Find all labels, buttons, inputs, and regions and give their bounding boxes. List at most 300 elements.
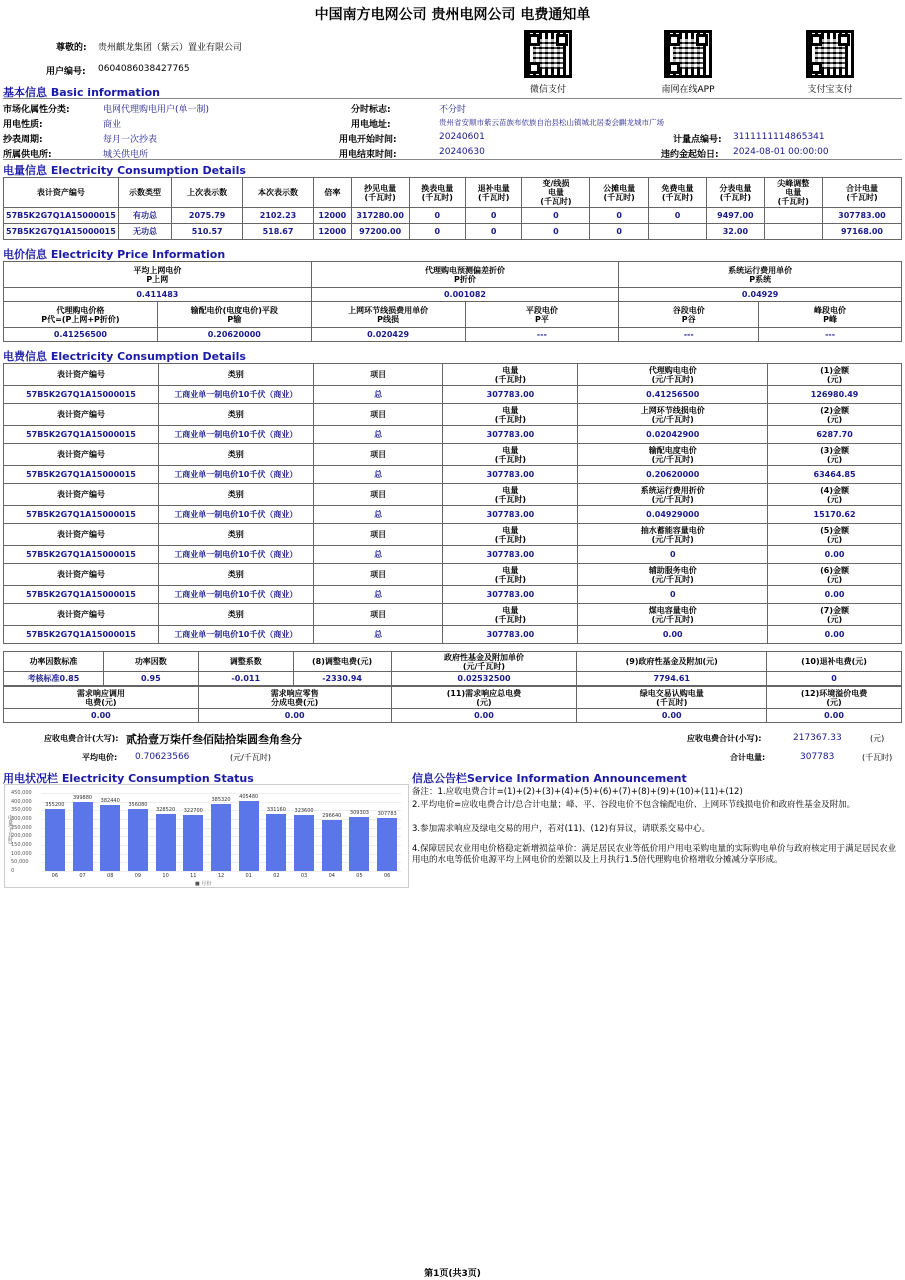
chart-gridline [41, 871, 401, 872]
basic-label: 违约金起始日: [661, 150, 719, 160]
customer-id-label: 用户编号: [46, 67, 86, 77]
basic-label: 计量点编号: [673, 135, 722, 145]
basic-label: 所属供电所: [3, 150, 52, 160]
table-header: 表计资产编号 [4, 564, 159, 586]
chart-ytick: 300,000 [11, 816, 32, 822]
table-cell [764, 208, 822, 224]
table-header-row [4, 484, 902, 506]
basic-value: 不分时 [439, 105, 467, 115]
table-cell: 518.67 [243, 224, 314, 240]
table-header: 项目 [313, 444, 443, 466]
basic-label: 用电开始时间: [339, 135, 397, 145]
table-header: 上网环节线损电价 (元/千瓦时) [578, 404, 768, 426]
table-header: 电量 (千瓦时) [443, 364, 578, 386]
table-cell: 0 [465, 208, 521, 224]
table-cell: 126980.49 [768, 386, 902, 404]
table-header-row [4, 652, 902, 672]
chart-bar [239, 801, 259, 871]
table-header: 类别 [158, 444, 313, 466]
table-header: 表计资产编号 [4, 404, 159, 426]
table-cell: 0.00 [768, 586, 902, 604]
price-table [3, 261, 902, 342]
table-cell: 0 [578, 586, 768, 604]
table-header: 免费电量 (千瓦时) [648, 178, 706, 208]
basic-value: 贵州省安顺市紫云苗族布依族自治县松山镇城北居委会麒龙城市广场 [439, 118, 664, 127]
table-header: (2)金额 (元) [768, 404, 902, 426]
table-header: 类别 [158, 364, 313, 386]
page-footer: 第1页(共3页) [424, 1269, 481, 1279]
basic-label: 用电性质: [3, 120, 43, 130]
table-cell: 307783.00 [443, 586, 578, 604]
notice-item: 3.参加需求响应及绿电交易的用户，若对(11)、(12)有异议，请联系交易中心。 [412, 824, 711, 834]
table-cell: 0.04929 [619, 288, 902, 302]
table-cell: 32.00 [707, 224, 764, 240]
chart-value-label: 307783 [377, 810, 397, 817]
table-cell: 0.00 [767, 709, 902, 723]
total-qty-value: 307783 [800, 752, 835, 762]
fees-section-title: 电费信息 Electricity Consumption Details [3, 350, 246, 363]
notice-item: 2.平均电价=应收电费合计/总合计电量；峰、平、谷段电价不包含输配电价、上网环节线损电价和政府性基金及附加。 [412, 800, 856, 810]
basic-label: 市场化属性分类: [3, 105, 70, 115]
table-cell: 0.02532500 [391, 672, 577, 686]
table-cell: -2330.94 [293, 672, 391, 686]
table-cell: 12000 [313, 208, 351, 224]
consumption-table [3, 177, 902, 240]
table-header: 项目 [313, 404, 443, 426]
chart-value-label: 322700 [183, 808, 203, 815]
adjustment-table [3, 651, 902, 686]
table-row [4, 586, 902, 604]
chart-bar [294, 815, 314, 871]
table-header: 项目 [313, 524, 443, 546]
table-header: 项目 [313, 564, 443, 586]
table-header: 功率因数标准 [4, 652, 104, 672]
price-section-title: 电价信息 Electricity Price Information [3, 248, 226, 261]
table-header: (5)金额 (元) [768, 524, 902, 546]
table-header: 表计资产编号 [4, 524, 159, 546]
chart-category-label: 06 [383, 873, 391, 879]
basic-value: 每月一次抄表 [103, 135, 158, 145]
table-header: 上次表示数 [172, 178, 243, 208]
table-cell: 工商业单一制电价10千伏（商业） [158, 546, 313, 564]
table-row [4, 208, 902, 224]
table-header: 示数类型 [118, 178, 171, 208]
table-cell: 工商业单一制电价10千伏（商业） [158, 426, 313, 444]
table-cell: 307783.00 [443, 426, 578, 444]
chart-bar [183, 815, 203, 871]
table-header: 系统运行费用折价 (元/千瓦时) [578, 484, 768, 506]
table-header: 表计资产编号 [4, 604, 159, 626]
table-cell: 57B5K2G7Q1A15000015 [4, 506, 159, 524]
consumption-section-title: 电量信息 Electricity Consumption Details [3, 164, 246, 177]
chart-bar [100, 805, 120, 871]
table-header: (4)金额 (元) [768, 484, 902, 506]
table-row [4, 466, 902, 484]
table-header: 分表电量 (千瓦时) [707, 178, 764, 208]
table-cell: 0.04929000 [578, 506, 768, 524]
table-cell: 57B5K2G7Q1A15000015 [4, 586, 159, 604]
chart-value-label: 405480 [239, 793, 259, 800]
table-cell: 0.41256500 [578, 386, 768, 404]
table-cell: 0.00 [768, 626, 902, 644]
table-cell: 0.20620000 [578, 466, 768, 484]
table-cell: 0.00 [578, 626, 768, 644]
table-cell: 307783.00 [443, 626, 578, 644]
table-header: 类别 [158, 404, 313, 426]
table-header: (6)金额 (元) [768, 564, 902, 586]
table-header-row [4, 178, 902, 208]
chart-value-label: 309303 [349, 810, 369, 817]
status-section-title: 用电状况栏 Electricity Consumption Status [3, 772, 254, 785]
basic-label: 用电结束时间: [339, 150, 397, 160]
table-header: 变/线损 电量 (千瓦时) [522, 178, 590, 208]
table-cell: 9497.00 [707, 208, 764, 224]
table-header: (7)金额 (元) [768, 604, 902, 626]
basic-section-title: 基本信息 Basic information [3, 86, 160, 99]
table-header: (9)政府性基金及附加(元) [577, 652, 767, 672]
table-cell: 307783.00 [443, 506, 578, 524]
table-cell: 15170.62 [768, 506, 902, 524]
table-cell: 57B5K2G7Q1A15000015 [4, 224, 119, 240]
table-cell: 工商业单一制电价10千伏（商业） [158, 586, 313, 604]
table-cell: --- [759, 328, 902, 342]
chart-category-label: 11 [190, 873, 197, 879]
table-cell: 307783.00 [443, 546, 578, 564]
table-header: (3)金额 (元) [768, 444, 902, 466]
table-header: (12)环境溢价电费 (元) [767, 687, 902, 709]
customer-name: 贵州麒龙集团（紫云）置业有限公司 [98, 43, 243, 53]
table-row [4, 506, 902, 524]
table-header: 调整系数 [198, 652, 293, 672]
table-row [4, 288, 902, 302]
table-header: 电量 (千瓦时) [443, 404, 578, 426]
table-cell: 57B5K2G7Q1A15000015 [4, 386, 159, 404]
table-header: 公摊电量 (千瓦时) [590, 178, 648, 208]
chart-category-label: 10 [162, 873, 169, 879]
table-row [4, 224, 902, 240]
chart-value-label: 355200 [45, 802, 65, 809]
table-cell: -0.011 [198, 672, 293, 686]
customer-id: 0604086038427765 [98, 64, 190, 74]
chart-bar [211, 804, 231, 871]
chart-category-label: 04 [328, 873, 335, 879]
basic-value: 城关供电所 [103, 150, 149, 160]
chart-category-label: 02 [273, 873, 280, 879]
table-cell: 307783.00 [443, 386, 578, 404]
table-cell: 0.411483 [4, 288, 312, 302]
table-header: 项目 [313, 484, 443, 506]
table-cell [764, 224, 822, 240]
table-row [4, 626, 902, 644]
table-header: 表计资产编号 [4, 444, 159, 466]
qr-wechat[interactable] [524, 30, 572, 78]
table-cell: 6287.70 [768, 426, 902, 444]
table-cell: 无功总 [118, 224, 171, 240]
chart-category-label: 06 [51, 873, 59, 879]
table-header: 合计电量 (千瓦时) [822, 178, 901, 208]
table-header-row [4, 302, 902, 328]
table-header: 谷段电价 P谷 [619, 302, 759, 328]
table-cell: 总 [313, 586, 443, 604]
table-row [4, 709, 902, 723]
qr-alipay-label: 支付宝支付 [807, 85, 853, 95]
chart-bar [156, 814, 176, 871]
table-header-row [4, 262, 902, 288]
table-header: 平均上网电价 P上网 [4, 262, 312, 288]
chart-category-label: 08 [107, 873, 114, 879]
chart-bar [266, 814, 286, 871]
table-cell: 12000 [313, 224, 351, 240]
total-qty-unit: (千瓦时) [862, 753, 893, 762]
table-cell: 工商业单一制电价10千伏（商业） [158, 506, 313, 524]
table-cell: 307783.00 [822, 208, 901, 224]
basic-value: 3111111114865341 [733, 132, 825, 142]
table-header: 输配电度电价 (元/千瓦时) [578, 444, 768, 466]
chart-bar [377, 818, 397, 871]
chart-value-label: 399880 [72, 794, 93, 801]
chart-ytick: 200,000 [11, 833, 32, 840]
qr-wechat-label: 微信支付 [529, 85, 566, 95]
chart-ytick: 400,000 [11, 798, 32, 805]
table-cell: 总 [313, 466, 443, 484]
basic-label: 用电地址: [351, 120, 391, 130]
table-cell: 317280.00 [351, 208, 409, 224]
table-header: (1)金额 (元) [768, 364, 902, 386]
table-header: 系统运行费用单价 P系统 [619, 262, 902, 288]
chart-ytick: 450,000 [11, 790, 32, 796]
table-cell: 工商业单一制电价10千伏（商业） [158, 386, 313, 404]
table-header: 类别 [158, 604, 313, 626]
avg-price-value: 0.70623566 [135, 752, 190, 762]
table-cell: 0 [578, 546, 768, 564]
table-cell: 工商业单一制电价10千伏（商业） [158, 626, 313, 644]
table-header: 需求响应调用 电费(元) [4, 687, 199, 709]
chart-category-label: 01 [245, 873, 252, 879]
chart-value-label: 382440 [100, 797, 120, 804]
table-cell: 0.95 [103, 672, 198, 686]
table-cell: 有功总 [118, 208, 171, 224]
table-cell: 2075.79 [172, 208, 243, 224]
table-cell: 总 [313, 386, 443, 404]
table-cell: 0.00 [198, 709, 391, 723]
table-row [4, 386, 902, 404]
table-cell: 0 [590, 208, 648, 224]
chart-value-label: 296640 [322, 812, 342, 819]
table-cell: 0 [409, 224, 465, 240]
table-cell [648, 224, 706, 240]
chart-bar [45, 809, 65, 871]
total-upper-label: 应收电费合计(大写): [44, 734, 119, 743]
table-header: 本次表示数 [243, 178, 314, 208]
chart-ytick: 50,000 [11, 859, 29, 866]
chart-ytick: 250,000 [11, 824, 32, 831]
table-cell: 57B5K2G7Q1A15000015 [4, 466, 159, 484]
table-row [4, 328, 902, 342]
table-header: 需求响应零售 分成电费(元) [198, 687, 391, 709]
table-cell: 0.20620000 [157, 328, 311, 342]
table-header: 表计资产编号 [4, 364, 159, 386]
table-cell: 0 [648, 208, 706, 224]
basic-label: 抄表周期: [3, 135, 43, 145]
table-header: 项目 [313, 364, 443, 386]
table-cell: 0.00 [577, 709, 767, 723]
table-cell: 总 [313, 546, 443, 564]
total-lower-value: 217367.33 [793, 733, 842, 743]
table-header: 功率因数 [103, 652, 198, 672]
table-header: 尖峰调整 电量 (千瓦时) [764, 178, 822, 208]
table-cell: --- [619, 328, 759, 342]
chart-value-label: 331160 [266, 806, 286, 813]
table-header: 退补电量 (千瓦时) [465, 178, 521, 208]
table-header: 类别 [158, 564, 313, 586]
table-header: 平段电价 P平 [465, 302, 619, 328]
table-header: 电量 (千瓦时) [443, 604, 578, 626]
table-header: 项目 [313, 604, 443, 626]
table-header-row [4, 444, 902, 466]
table-header: (11)需求响应总电费 (元) [391, 687, 577, 709]
basic-value: 商业 [103, 120, 122, 130]
table-cell: 0 [522, 224, 590, 240]
table-header: 代理购电预测偏差折价 P折价 [311, 262, 619, 288]
basic-value: 20240630 [439, 147, 485, 157]
chart-category-label: 05 [356, 873, 363, 879]
table-cell: 7794.61 [577, 672, 767, 686]
basic-info-block [3, 98, 902, 160]
table-cell: 0 [465, 224, 521, 240]
table-cell: 97200.00 [351, 224, 409, 240]
total-qty-label: 合计电量: [730, 753, 766, 762]
chart-value-label: 385320 [211, 797, 231, 804]
table-header: (10)退补电费(元) [767, 652, 902, 672]
table-header-row [4, 364, 902, 386]
basic-label: 分时标志: [351, 105, 391, 115]
table-header: 政府性基金及附加单价 (元/千瓦时) [391, 652, 577, 672]
table-header: 电量 (千瓦时) [443, 564, 578, 586]
chart-bar [128, 809, 148, 871]
table-header: 电量 (千瓦时) [443, 484, 578, 506]
avg-price-label: 平均电价: [82, 753, 118, 762]
table-header: 电量 (千瓦时) [443, 524, 578, 546]
page-title: 中国南方电网公司 贵州电网公司 电费通知单 [314, 7, 591, 23]
table-cell: 0.41256500 [4, 328, 158, 342]
chart-category-label: 07 [79, 873, 86, 879]
table-header: 煤电容量电价 (元/千瓦时) [578, 604, 768, 626]
table-row [4, 672, 902, 686]
table-cell: 工商业单一制电价10千伏（商业） [158, 466, 313, 484]
basic-value: 2024-08-01 00:00:00 [733, 147, 829, 157]
table-header-row [4, 564, 902, 586]
table-header: 峰段电价 P峰 [759, 302, 902, 328]
notice-item: 备注：1.应收电费合计=(1)+(2)+(3)+(4)+(5)+(6)+(7)+(8)+(9)+(10)+(11)+(12) [412, 787, 743, 797]
demand-table [3, 686, 902, 723]
table-header: 代理购电电价 (元/千瓦时) [578, 364, 768, 386]
table-cell: 0.00 [4, 709, 199, 723]
table-cell: 307783.00 [443, 466, 578, 484]
table-cell: 57B5K2G7Q1A15000015 [4, 546, 159, 564]
table-cell: 0.00 [768, 546, 902, 564]
notice-section-title: 信息公告栏Service Information Announcement [412, 772, 687, 785]
table-row [4, 426, 902, 444]
chart-value-label: 323600 [294, 807, 314, 814]
table-cell: 0.020429 [311, 328, 465, 342]
basic-value: 20240601 [439, 132, 485, 142]
table-cell: 总 [313, 426, 443, 444]
table-header: 绿电交易认购电量 (千瓦时) [577, 687, 767, 709]
table-header: 代理购电价格 P代=(P上网+P折价) [4, 302, 158, 328]
table-cell: 97168.00 [822, 224, 901, 240]
table-cell: 考核标准0.85 [4, 672, 104, 686]
table-cell: 57B5K2G7Q1A15000015 [4, 426, 159, 444]
avg-price-unit: (元/千瓦时) [230, 753, 271, 762]
table-cell: 57B5K2G7Q1A15000015 [4, 626, 159, 644]
table-cell: 510.57 [172, 224, 243, 240]
total-upper-value: 贰拾壹万柒仟叁佰陆拾柒圆叁角叁分 [126, 733, 302, 746]
table-header: 抽水蓄能容量电价 (元/千瓦时) [578, 524, 768, 546]
table-cell: 0.001082 [311, 288, 619, 302]
table-cell: 0.02042900 [578, 426, 768, 444]
table-header: 类别 [158, 524, 313, 546]
fees-table [3, 363, 902, 644]
chart-ylabel: 电量(千瓦时) [7, 815, 13, 844]
table-cell: 0 [409, 208, 465, 224]
table-header: 上网环节线损费用单价 P线损 [311, 302, 465, 328]
table-header: 抄见电量 (千瓦时) [351, 178, 409, 208]
chart-value-label: 328520 [156, 807, 176, 814]
qr-app-label: 南网在线APP [661, 85, 715, 95]
table-cell: 总 [313, 626, 443, 644]
consumption-chart [4, 784, 409, 888]
notice-item: 4.保障居民农业用电价格稳定新增损益单价：满足居民农业等低价用户用电采购电量的实际购电单价与政府核定用于满足居民农业用电的水电等低价电源平均上网电价的差额以及上月执行1.5倍代理购电价格增收分摊减分享形成。 [412, 844, 897, 865]
table-header: 电量 (千瓦时) [443, 444, 578, 466]
chart-bar [349, 817, 369, 871]
table-header: 输配电价(电度电价)平段 P输 [157, 302, 311, 328]
table-cell: 0 [590, 224, 648, 240]
table-header: 表计资产编号 [4, 484, 159, 506]
table-cell: 总 [313, 506, 443, 524]
table-cell: 0 [767, 672, 902, 686]
table-header: 表计资产编号 [4, 178, 119, 208]
table-cell: 2102.23 [243, 208, 314, 224]
table-cell: 57B5K2G7Q1A15000015 [4, 208, 119, 224]
chart-category-label: 09 [134, 873, 142, 879]
table-cell: 0 [522, 208, 590, 224]
table-header-row [4, 604, 902, 626]
chart-ytick: 150,000 [11, 842, 32, 848]
table-header: 辅助服务电价 (元/千瓦时) [578, 564, 768, 586]
total-lower-label: 应收电费合计(小写): [687, 734, 762, 743]
table-cell: 63464.85 [768, 466, 902, 484]
basic-value: 电网代理购电用户(单一制) [103, 105, 210, 115]
table-header-row [4, 687, 902, 709]
qr-app[interactable] [664, 30, 712, 78]
chart-bar [73, 802, 93, 871]
chart-ytick: 0 [11, 868, 15, 874]
chart-bar [322, 820, 342, 871]
table-header: 倍率 [313, 178, 351, 208]
chart-ytick: 350,000 [11, 807, 32, 814]
table-header: (8)调整电费(元) [293, 652, 391, 672]
chart-category-label: 03 [300, 873, 308, 879]
chart-value-label: 356080 [128, 802, 148, 809]
total-lower-unit: (元) [870, 734, 885, 743]
table-header: 类别 [158, 484, 313, 506]
table-header-row [4, 524, 902, 546]
table-header-row [4, 404, 902, 426]
chart-ytick: 100,000 [11, 850, 32, 857]
chart-category-label: 12 [217, 873, 225, 879]
chart-legend: ■ 月份 [195, 881, 212, 887]
qr-alipay[interactable] [806, 30, 854, 78]
